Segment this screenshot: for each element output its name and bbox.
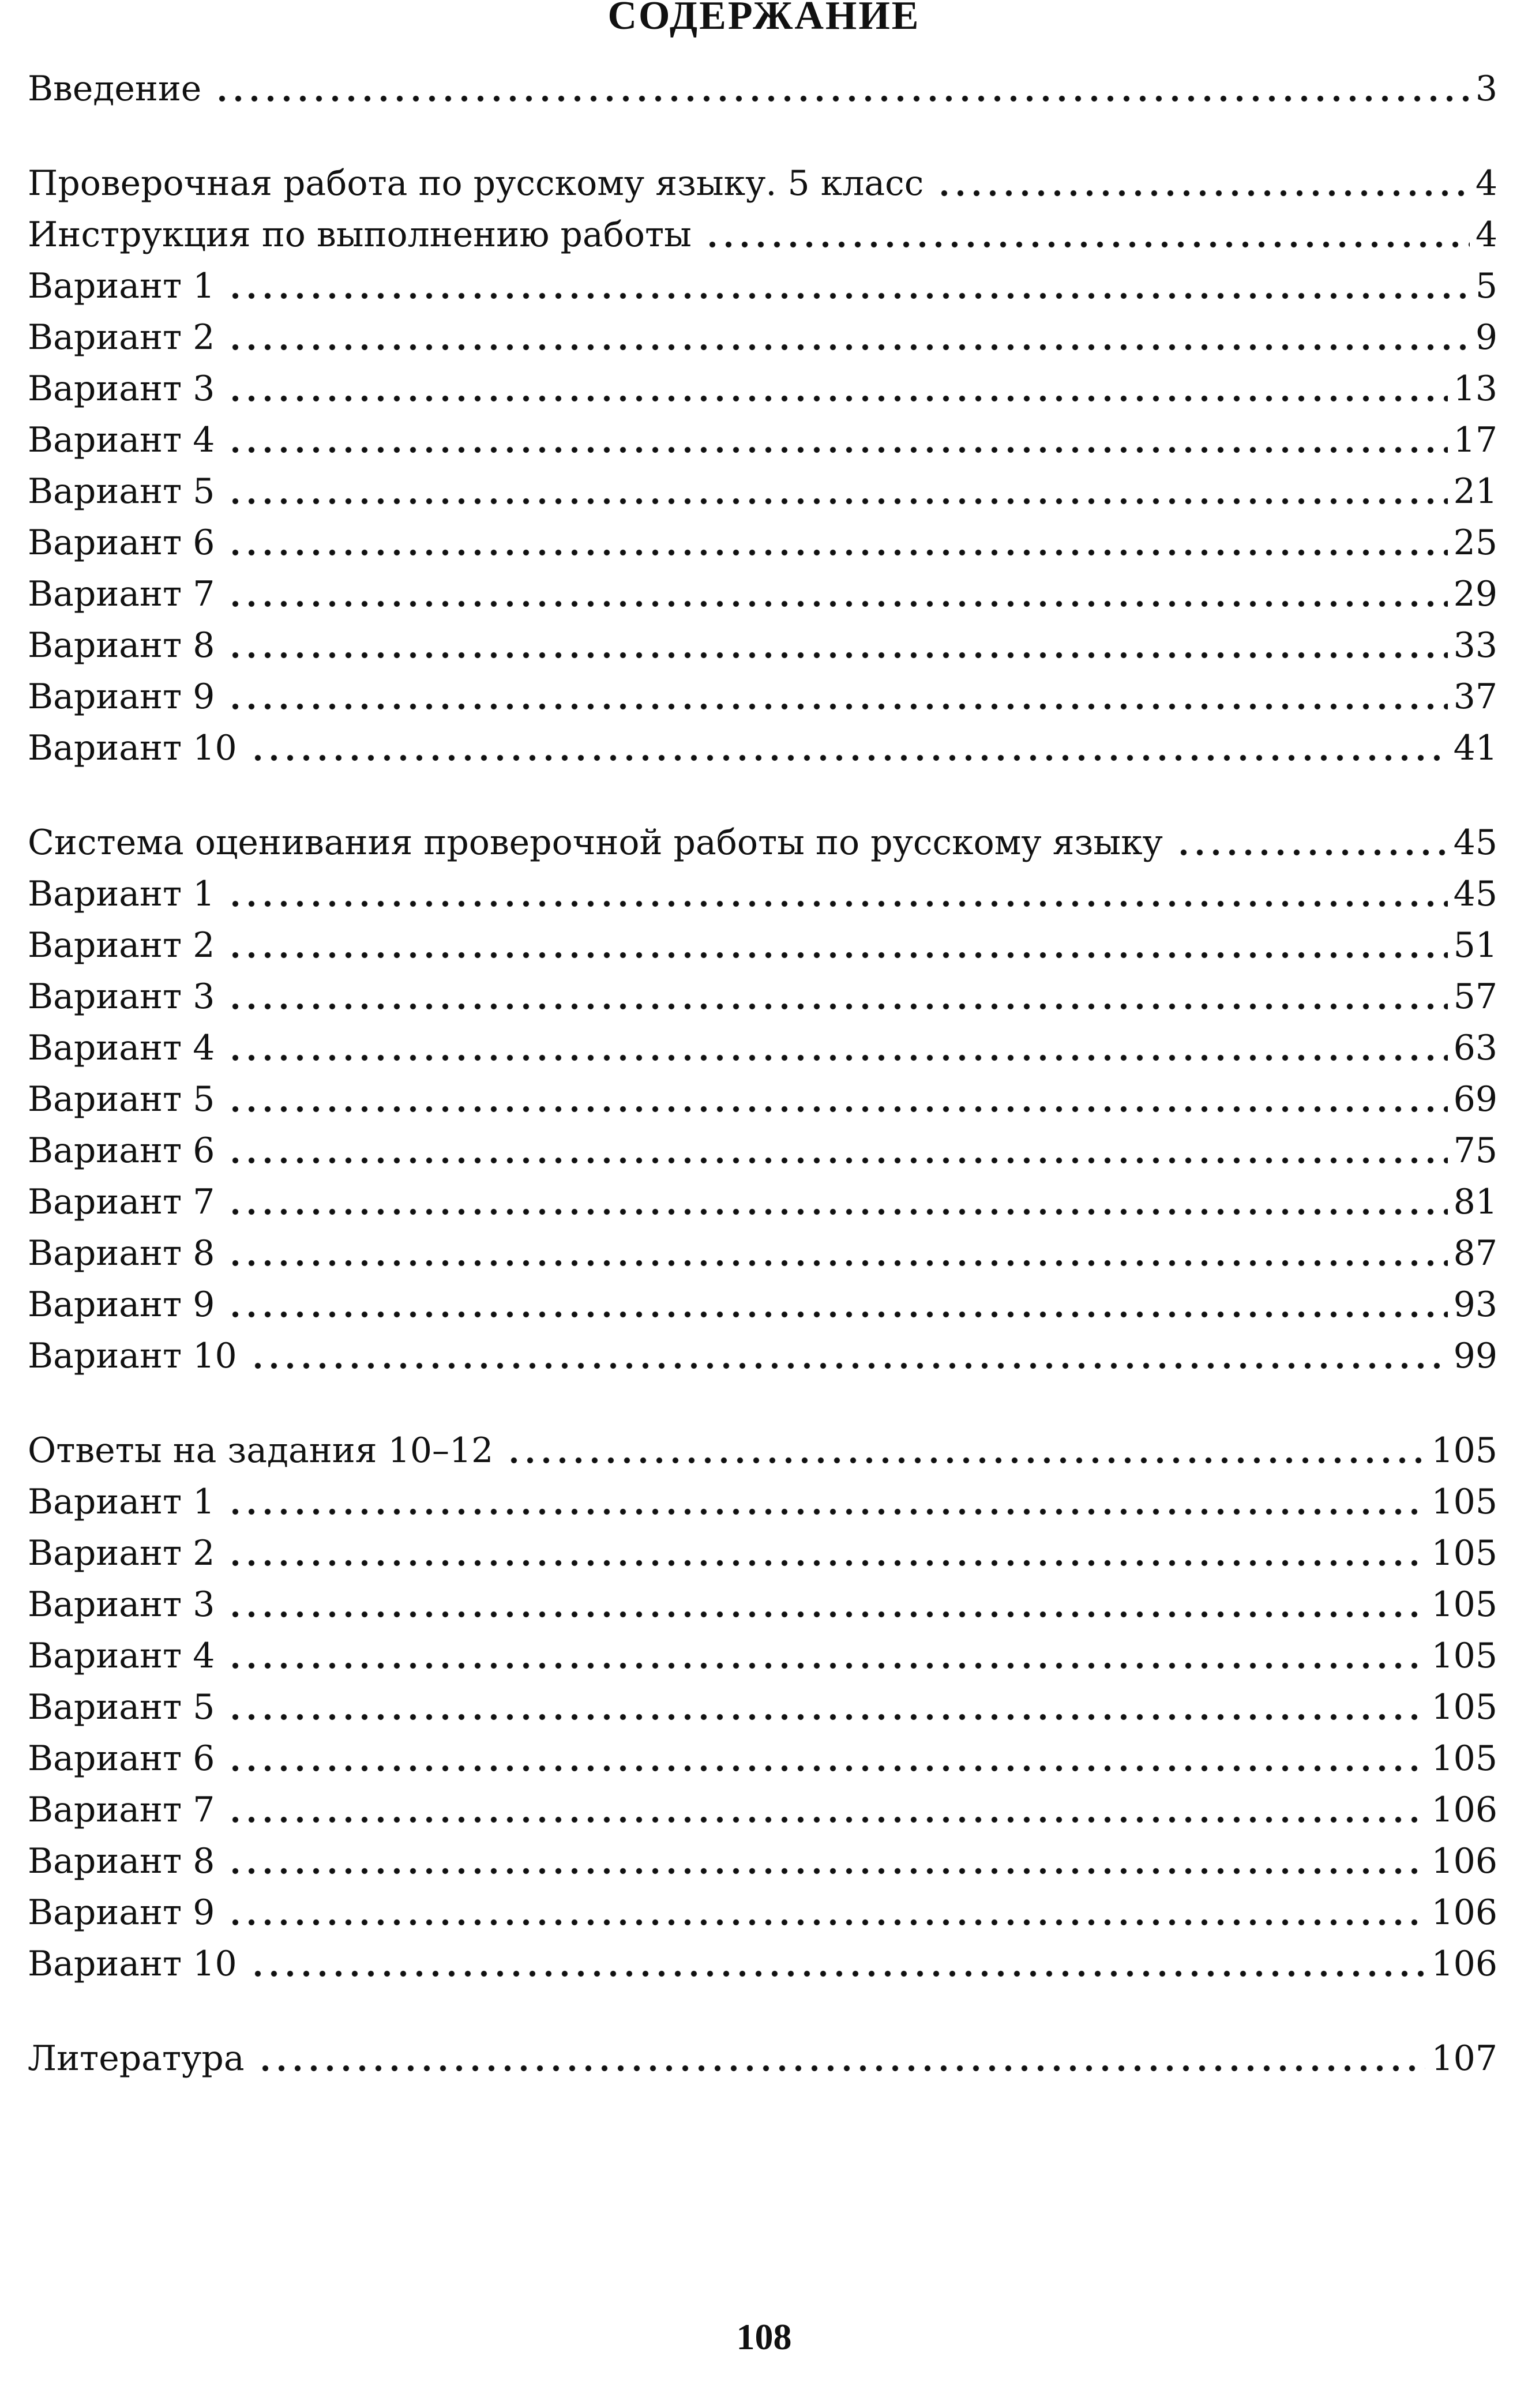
dot-leader	[227, 976, 1447, 1011]
toc-entry	[28, 312, 1497, 363]
toc-entry-page: 107	[1431, 2038, 1497, 2079]
dot-leader	[214, 69, 1469, 103]
page-title: СОДЕРЖАНИЕ	[607, 0, 921, 38]
dot-leader	[250, 1336, 1448, 1370]
toc-entry-page: 105	[1431, 1533, 1497, 1573]
toc-entry-label: Система оценивания проверочной работы по русскому языку	[28, 822, 1163, 863]
toc-entry-page: 75	[1453, 1130, 1497, 1171]
toc-entry-page: 21	[1453, 471, 1497, 512]
toc-entry	[28, 1579, 1497, 1631]
toc-section	[28, 1425, 1497, 1990]
toc-entry-label: Вариант 2	[28, 1533, 215, 1573]
toc-entry-label: Вариант 8	[28, 625, 215, 666]
toc-entry-label: Вариант 4	[28, 1636, 215, 1676]
toc-entry	[28, 1528, 1497, 1579]
toc-entry	[28, 1939, 1497, 1990]
dot-leader	[227, 420, 1447, 454]
toc-entry-page: 45	[1453, 822, 1497, 863]
dot-leader	[250, 728, 1448, 762]
toc-entry-label: Вариант 5	[28, 1079, 215, 1120]
toc-entry-label: Ответы на задания 10–12	[28, 1430, 494, 1471]
toc-entry-label: Вариант 4	[28, 1028, 215, 1068]
toc-entry-page: 29	[1453, 574, 1497, 614]
toc-entry	[28, 1887, 1497, 1939]
toc-entry	[28, 817, 1497, 869]
toc-entry	[28, 363, 1497, 415]
toc-entry-label: Вариант 10	[28, 728, 237, 768]
dot-leader	[704, 215, 1470, 249]
dot-leader	[506, 1430, 1425, 1465]
dot-leader	[227, 1284, 1447, 1319]
toc-entry-page: 9	[1475, 317, 1497, 358]
toc-entry	[28, 1477, 1497, 1528]
dot-leader	[250, 1944, 1426, 1978]
toc-entry	[28, 2033, 1497, 2084]
dot-leader	[227, 574, 1447, 608]
toc-entry	[28, 620, 1497, 671]
toc-entry	[28, 1425, 1497, 1477]
toc-entry-label: Проверочная работа по русскому языку. 5 класс	[28, 163, 924, 204]
dot-leader	[227, 1130, 1447, 1165]
toc-entry	[28, 1023, 1497, 1074]
toc-entry	[28, 209, 1497, 261]
dot-leader	[227, 1079, 1447, 1114]
dot-leader	[1176, 822, 1448, 857]
toc-entry-page: 106	[1431, 1790, 1497, 1830]
toc-entry-page: 17	[1453, 420, 1497, 460]
toc-entry-page: 105	[1431, 1636, 1497, 1676]
dot-leader	[227, 1738, 1425, 1773]
toc-entry-page: 51	[1453, 925, 1497, 966]
toc-entry-page: 33	[1453, 625, 1497, 666]
toc-entry	[28, 1279, 1497, 1331]
toc-entry-page: 41	[1453, 728, 1497, 768]
toc-entry-page: 57	[1453, 976, 1497, 1017]
toc-entry	[28, 261, 1497, 312]
dot-leader	[227, 1182, 1447, 1216]
toc-entry-page: 105	[1431, 1430, 1497, 1471]
toc-entry-page: 81	[1453, 1182, 1497, 1222]
dot-leader	[227, 1687, 1425, 1722]
dot-leader	[227, 1482, 1425, 1516]
toc-entry-label: Вариант 2	[28, 925, 215, 966]
dot-leader	[227, 369, 1447, 403]
toc-entry-page: 45	[1453, 874, 1497, 914]
dot-leader	[227, 1028, 1447, 1062]
toc-entry-page: 105	[1431, 1584, 1497, 1625]
toc-entry-label: Вариант 9	[28, 1284, 215, 1325]
toc-entry-page: 106	[1431, 1841, 1497, 1881]
toc-entry-label: Вариант 2	[28, 317, 215, 358]
toc-entry-page: 13	[1453, 369, 1497, 409]
toc-entry-page: 5	[1475, 266, 1497, 306]
toc-entry-page: 105	[1431, 1687, 1497, 1727]
toc-entry-page: 63	[1453, 1028, 1497, 1068]
toc-entry-label: Вариант 6	[28, 1738, 215, 1779]
dot-leader	[227, 471, 1447, 506]
toc-entry	[28, 1631, 1497, 1682]
toc-section	[28, 63, 1497, 115]
toc-entry-label: Вариант 1	[28, 266, 215, 306]
toc-entry-label: Вариант 4	[28, 420, 215, 460]
toc-entry-page: 87	[1453, 1233, 1497, 1274]
toc-entry-label: Вариант 9	[28, 677, 215, 717]
dot-leader	[227, 1584, 1425, 1619]
toc-entry-label: Вариант 7	[28, 1790, 215, 1830]
dot-leader	[227, 925, 1447, 960]
toc-entry	[28, 1074, 1497, 1125]
toc-entry-label: Вариант 7	[28, 1182, 215, 1222]
toc-entry-label: Вариант 10	[28, 1944, 237, 1984]
dot-leader	[227, 874, 1447, 908]
toc-entry-page: 99	[1453, 1336, 1497, 1376]
dot-leader	[227, 1841, 1425, 1876]
toc-entry-label: Литература	[28, 2038, 245, 2079]
dot-leader	[227, 1636, 1425, 1670]
toc-entry-page: 105	[1431, 1482, 1497, 1522]
toc-entry	[28, 466, 1497, 517]
toc-section	[28, 2033, 1497, 2084]
toc-entry-label: Вариант 6	[28, 1130, 215, 1171]
dot-leader	[227, 266, 1469, 300]
toc-entry-label: Вариант 3	[28, 976, 215, 1017]
toc-entry	[28, 63, 1497, 115]
toc-entry-label: Вариант 5	[28, 471, 215, 512]
toc-entry-page: 3	[1475, 69, 1497, 109]
toc-entry-label: Вариант 8	[28, 1841, 215, 1881]
dot-leader	[227, 1790, 1425, 1824]
dot-leader	[227, 1892, 1425, 1927]
toc-entry-page: 25	[1453, 523, 1497, 563]
toc-section	[28, 158, 1497, 774]
toc-entry	[28, 1228, 1497, 1279]
toc-entry	[28, 1785, 1497, 1836]
toc-entry-label: Вариант 1	[28, 1482, 215, 1522]
toc-entry	[28, 1733, 1497, 1785]
toc-entry-page: 4	[1475, 215, 1497, 255]
toc-entry	[28, 1682, 1497, 1733]
toc-entry-label: Введение	[28, 69, 202, 109]
toc-entry-label: Инструкция по выполнению работы	[28, 215, 692, 255]
toc-entry-label: Вариант 3	[28, 1584, 215, 1625]
toc-entry	[28, 1177, 1497, 1228]
toc-entry	[28, 671, 1497, 723]
toc-entry	[28, 517, 1497, 569]
toc-entry	[28, 158, 1497, 209]
dot-leader	[227, 1533, 1425, 1568]
dot-leader	[227, 523, 1447, 557]
toc-entry-page: 69	[1453, 1079, 1497, 1120]
toc-entry-label: Вариант 6	[28, 523, 215, 563]
toc-entry-page: 106	[1431, 1892, 1497, 1933]
dot-leader	[227, 625, 1447, 660]
dot-leader	[227, 1233, 1447, 1268]
toc-entry-page: 37	[1453, 677, 1497, 717]
toc-entry-label: Вариант 1	[28, 874, 215, 914]
toc-entry-label: Вариант 3	[28, 369, 215, 409]
toc-entry	[28, 415, 1497, 466]
toc-entry-page: 4	[1475, 163, 1497, 204]
toc-entry	[28, 869, 1497, 920]
toc-entry-label: Вариант 7	[28, 574, 215, 614]
toc-entry	[28, 1331, 1497, 1382]
toc-section	[28, 817, 1497, 1382]
dot-leader	[227, 317, 1469, 352]
dot-leader	[936, 163, 1469, 198]
toc-entry-label: Вариант 10	[28, 1336, 237, 1376]
toc-entry-page: 106	[1431, 1944, 1497, 1984]
toc-entry	[28, 1125, 1497, 1177]
toc-entry	[28, 971, 1497, 1023]
toc-entry	[28, 920, 1497, 971]
table-of-contents	[28, 63, 1497, 2128]
dot-leader	[257, 2038, 1426, 2073]
toc-entry	[28, 569, 1497, 620]
toc-entry-label: Вариант 5	[28, 1687, 215, 1727]
toc-entry-page: 93	[1453, 1284, 1497, 1325]
toc-entry-page: 105	[1431, 1738, 1497, 1779]
toc-entry	[28, 1836, 1497, 1887]
toc-entry	[28, 723, 1497, 774]
dot-leader	[227, 677, 1447, 711]
toc-entry-label: Вариант 9	[28, 1892, 215, 1933]
page-number: 108	[736, 2316, 792, 2357]
toc-entry-label: Вариант 8	[28, 1233, 215, 1274]
